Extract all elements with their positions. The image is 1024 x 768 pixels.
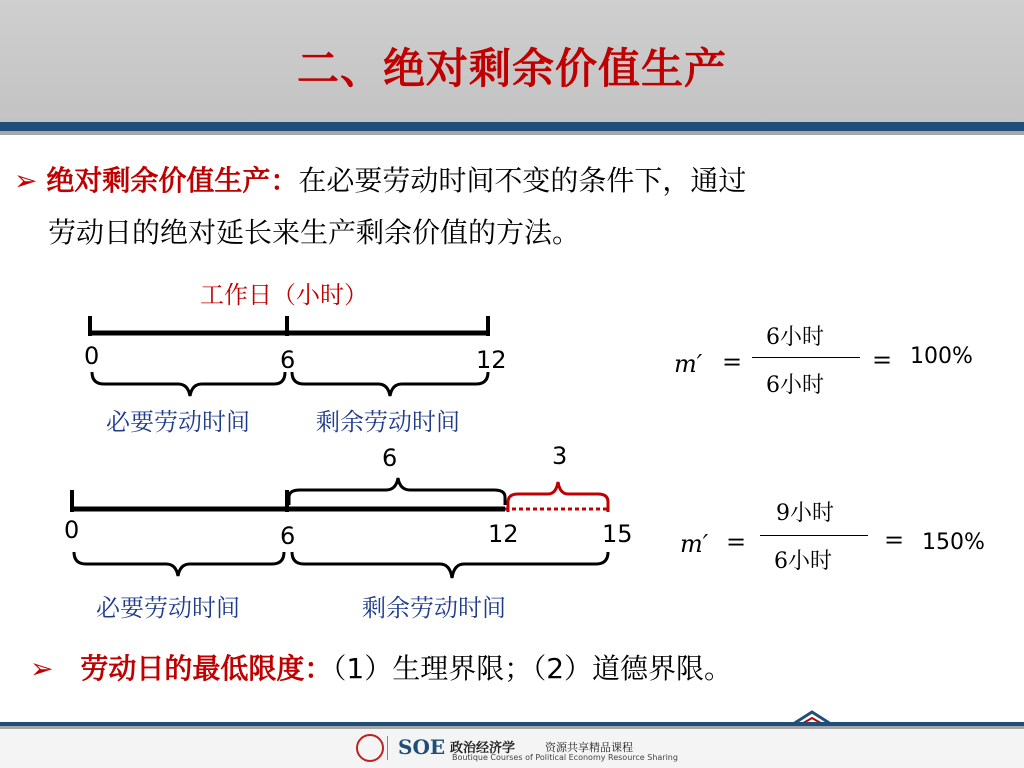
formula2-result: 150% xyxy=(922,530,985,555)
bullet-limits xyxy=(30,648,732,690)
bullet-arrow-icon: ➢ xyxy=(14,164,38,197)
footer-course-name: 政治经济学 xyxy=(450,741,516,756)
soe-logo: SOE xyxy=(398,735,446,759)
page-title: 二、绝对剩余价值生产 xyxy=(296,44,727,93)
brace-surplus-1 xyxy=(292,372,488,396)
bullet-arrow-icon: ➢ xyxy=(30,652,54,685)
formula2-denominator: 6小时 xyxy=(774,549,832,574)
tick-label-0-d1: 0 xyxy=(84,342,100,370)
limits-term: 劳动日的最低限度： xyxy=(80,652,333,685)
label-necessary-time-1: 必要劳动时间 xyxy=(106,408,250,436)
brace-surplus-2 xyxy=(292,552,608,578)
brace-necessary-2 xyxy=(74,552,284,576)
label-surplus-time-1: 剩余劳动时间 xyxy=(316,408,460,436)
formula1-numerator: 6小时 xyxy=(766,325,824,350)
formula1-equals2: = xyxy=(872,346,893,374)
formula2-fraction-bar xyxy=(760,535,868,536)
formula2-numerator: 9小时 xyxy=(776,501,834,526)
label-necessary-time-2: 必要劳动时间 xyxy=(96,594,240,622)
university-seal-icon xyxy=(356,734,384,762)
formula2-lhs: m′ xyxy=(680,530,709,558)
definition-text-line1: 在必要劳动时间不变的条件下，通过 xyxy=(298,164,747,197)
tick-label-0-d2: 0 xyxy=(64,516,80,544)
tick-label-6-d2: 6 xyxy=(280,522,296,550)
tick-label-15-d2: 15 xyxy=(602,520,633,548)
formula2-equals: = xyxy=(726,528,747,556)
brace-necessary-1 xyxy=(92,372,285,396)
footer-course-english: Boutique Courses of Political Economy Resource Sharing xyxy=(452,753,678,762)
workday-caption: 工作日（小时） xyxy=(200,281,368,309)
formula1-fraction-bar xyxy=(752,357,860,358)
label-surplus-time-2: 剩余劳动时间 xyxy=(362,594,506,622)
footer-course-subtitle: 资源共享精品课程 xyxy=(545,741,633,754)
formula1-result: 100% xyxy=(910,344,973,369)
formula1-lhs: m′ xyxy=(674,350,703,378)
top-label-3: 3 xyxy=(552,442,568,470)
formula1-denominator: 6小时 xyxy=(766,373,824,398)
definition-term: 绝对剩余价值生产： xyxy=(46,164,299,197)
limits-text: （1）生理界限；（2）道德界限。 xyxy=(332,652,733,685)
top-label-6: 6 xyxy=(382,444,398,472)
tick-label-6-d1: 6 xyxy=(280,346,296,374)
formula1-equals: = xyxy=(722,348,743,376)
tick-label-12-d1: 12 xyxy=(476,346,507,374)
footer-separator xyxy=(387,736,388,760)
formula2-equals2: = xyxy=(884,526,905,554)
definition-text-line2: 劳动日的绝对延长来生产剩余价值的方法。 xyxy=(48,216,581,249)
tick-label-12-d2: 12 xyxy=(488,520,519,548)
workday-axis-1 xyxy=(88,316,490,336)
brace-top-6 xyxy=(289,478,505,505)
